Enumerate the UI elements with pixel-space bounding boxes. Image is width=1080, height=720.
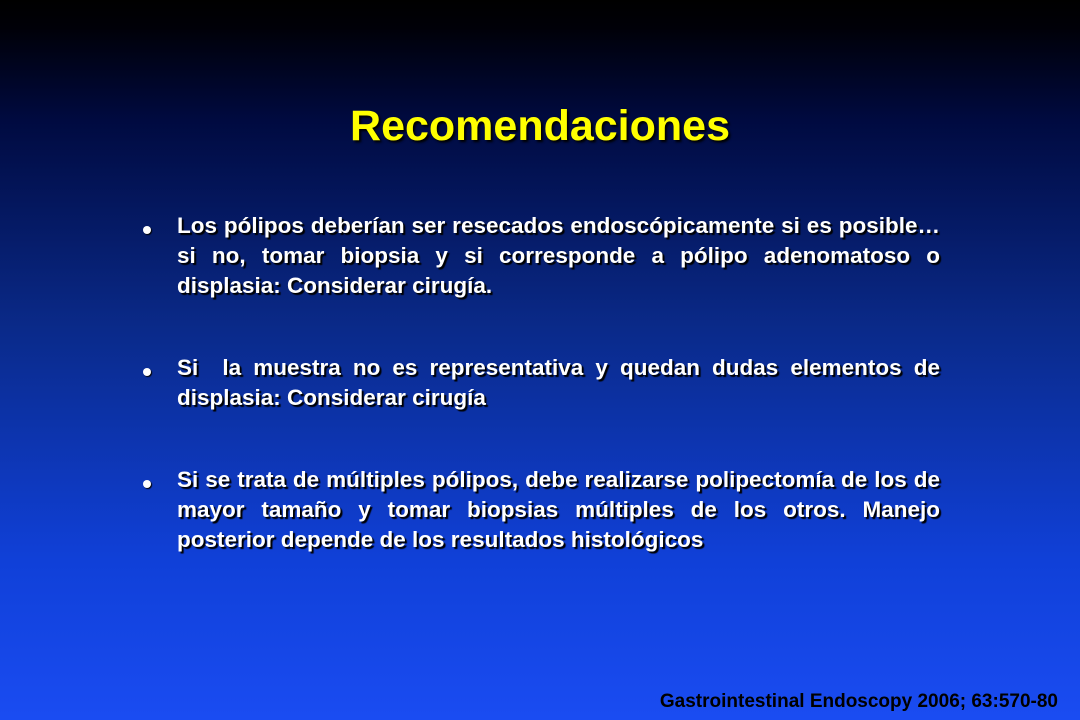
bullet-list (140, 211, 947, 607)
bullet-dot-icon (143, 226, 151, 234)
bullet-dot-icon (143, 480, 151, 488)
bullet-text: Si se trata de múltiples pólipos, debe realizarse polipectomía de los de mayor tamaño y tomar biopsias múltiples de los otros. Manejo posterior depende de los resultados histológicos (177, 467, 940, 552)
slide-title: Recomendaciones (350, 102, 730, 150)
bullet-text: Los pólipos deberían ser resecados endoscópicamente si es posible… si no, tomar biopsia y si corresponde a pólipo adenomatoso o displasia: Considerar cirugía. (177, 213, 940, 298)
bullet-item (140, 211, 940, 301)
bullet-item (140, 465, 940, 555)
bullet-item (140, 353, 947, 413)
bullet-text: Si la muestra no es representativa y quedan dudas elementos de displasia: Considerar cirugía (177, 355, 947, 410)
bullet-dot-icon (143, 368, 151, 376)
citation: Gastrointestinal Endoscopy 2006; 63:570-80 (659, 691, 1058, 712)
